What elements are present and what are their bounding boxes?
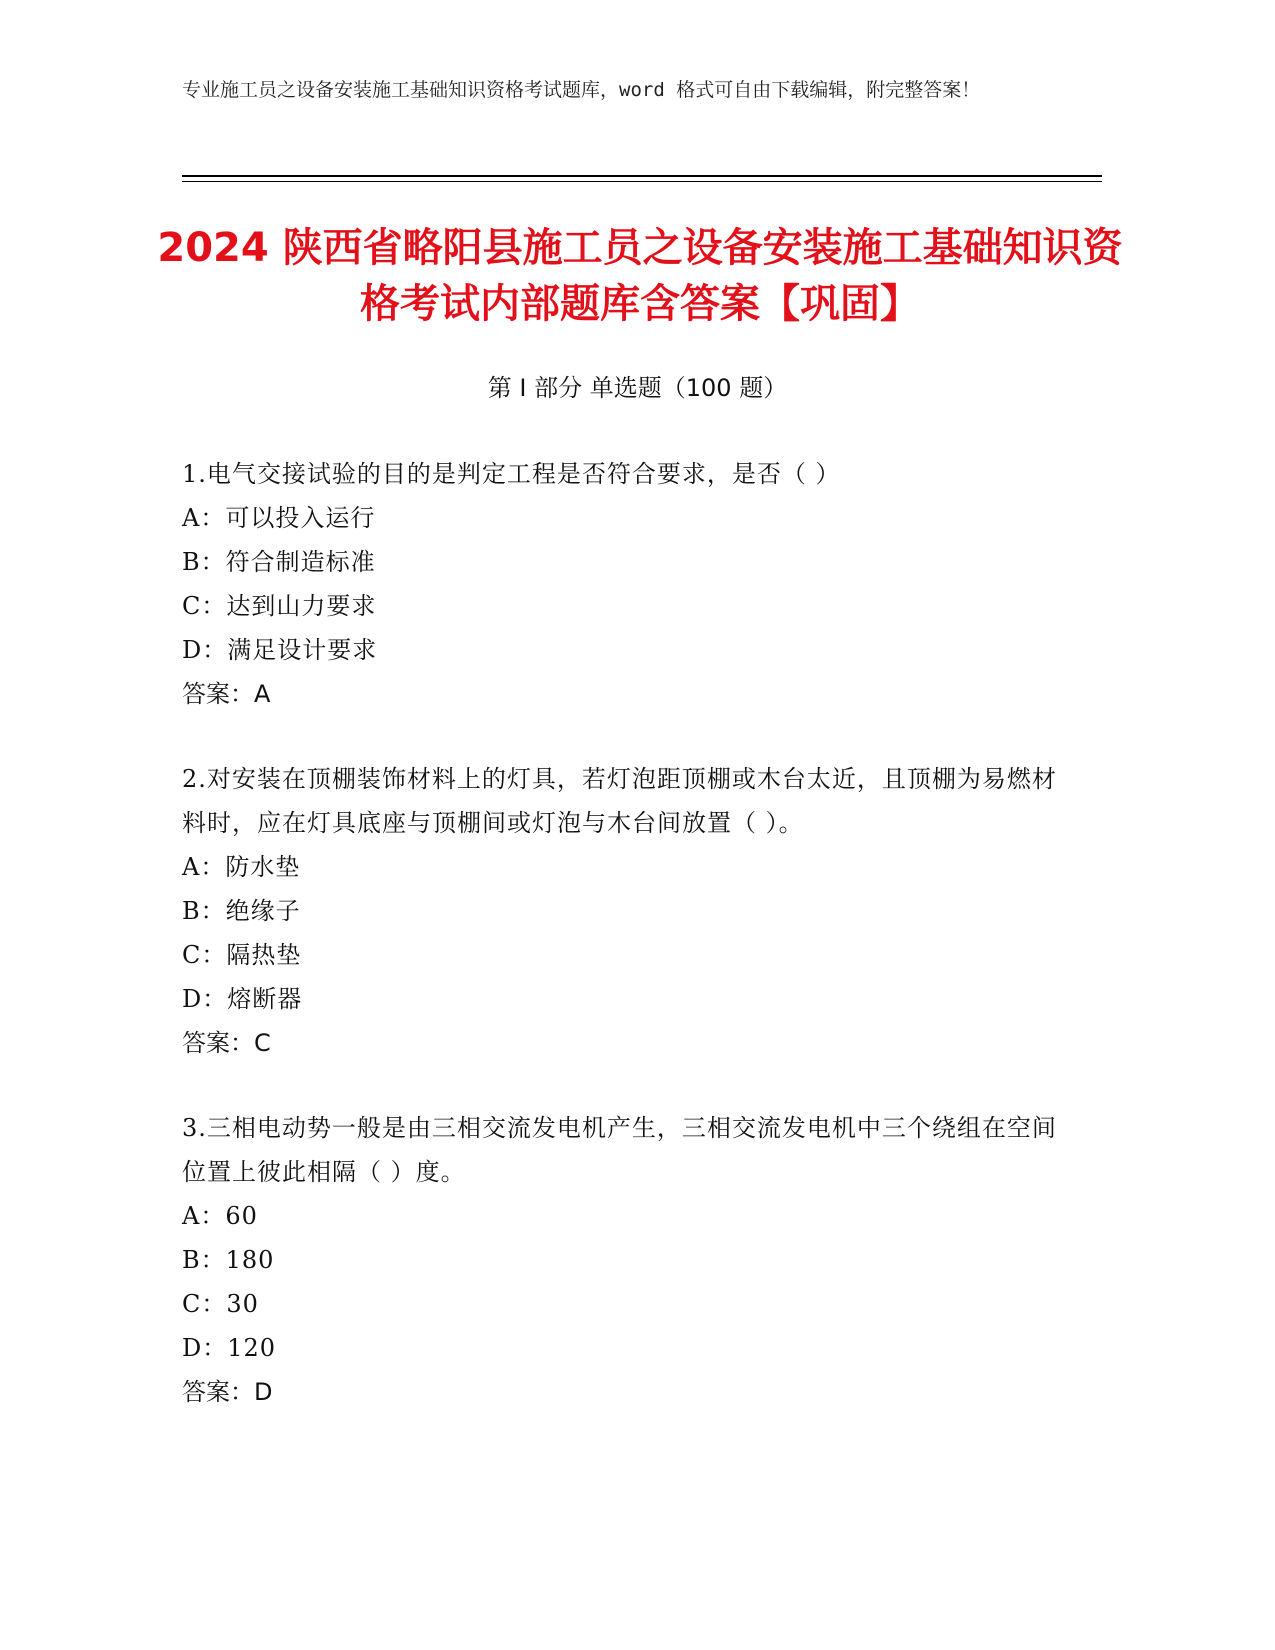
answer: 答案：A	[182, 680, 271, 708]
option-b: B：符合制造标准	[182, 548, 376, 576]
option-a: A：可以投入运行	[182, 504, 376, 532]
question-stem: 2.对安装在顶棚装饰材料上的灯具，若灯泡距顶棚或木台太近，且顶棚为易燃材料时，应在灯具底座与顶棚间或灯泡与木台间放置（ ）。	[182, 765, 1057, 837]
section-title: 第 I 部分 单选题（100 题）	[487, 374, 788, 402]
question-stem: 3.三相电动势一般是由三相交流发电机产生，三相交流发电机中三个绕组在空间位置上彼此相隔（ ）度。	[182, 1114, 1057, 1186]
option-c: C：隔热垫	[182, 941, 302, 969]
header-divider	[182, 175, 1102, 177]
option-d: D：满足设计要求	[182, 636, 378, 664]
header-note: 专业施工员之设备安装施工基础知识资格考试题库，word 格式可自由下载编辑，附完整答案！	[182, 79, 981, 101]
option-c: C：达到山力要求	[182, 592, 377, 620]
header-divider-thin	[182, 181, 1102, 182]
option-d: D：熔断器	[182, 985, 303, 1013]
document-title: 2024 陕西省略阳县施工员之设备安装施工基础知识资格考试内部题库含答案【巩固】	[157, 225, 1123, 327]
question-3	[182, 1106, 1062, 1414]
option-b: B：180	[182, 1246, 275, 1274]
option-c: C：30	[182, 1290, 259, 1318]
option-a: A：防水垫	[182, 853, 301, 881]
answer: 答案：C	[182, 1029, 271, 1057]
option-b: B：绝缘子	[182, 897, 301, 925]
option-d: D：120	[182, 1334, 277, 1362]
option-a: A：60	[182, 1202, 258, 1230]
answer: 答案：D	[182, 1378, 273, 1406]
question-2	[182, 757, 1062, 1065]
question-stem: 1.电气交接试验的目的是判定工程是否符合要求，是否（ ）	[182, 460, 841, 488]
question-1	[182, 452, 1062, 716]
